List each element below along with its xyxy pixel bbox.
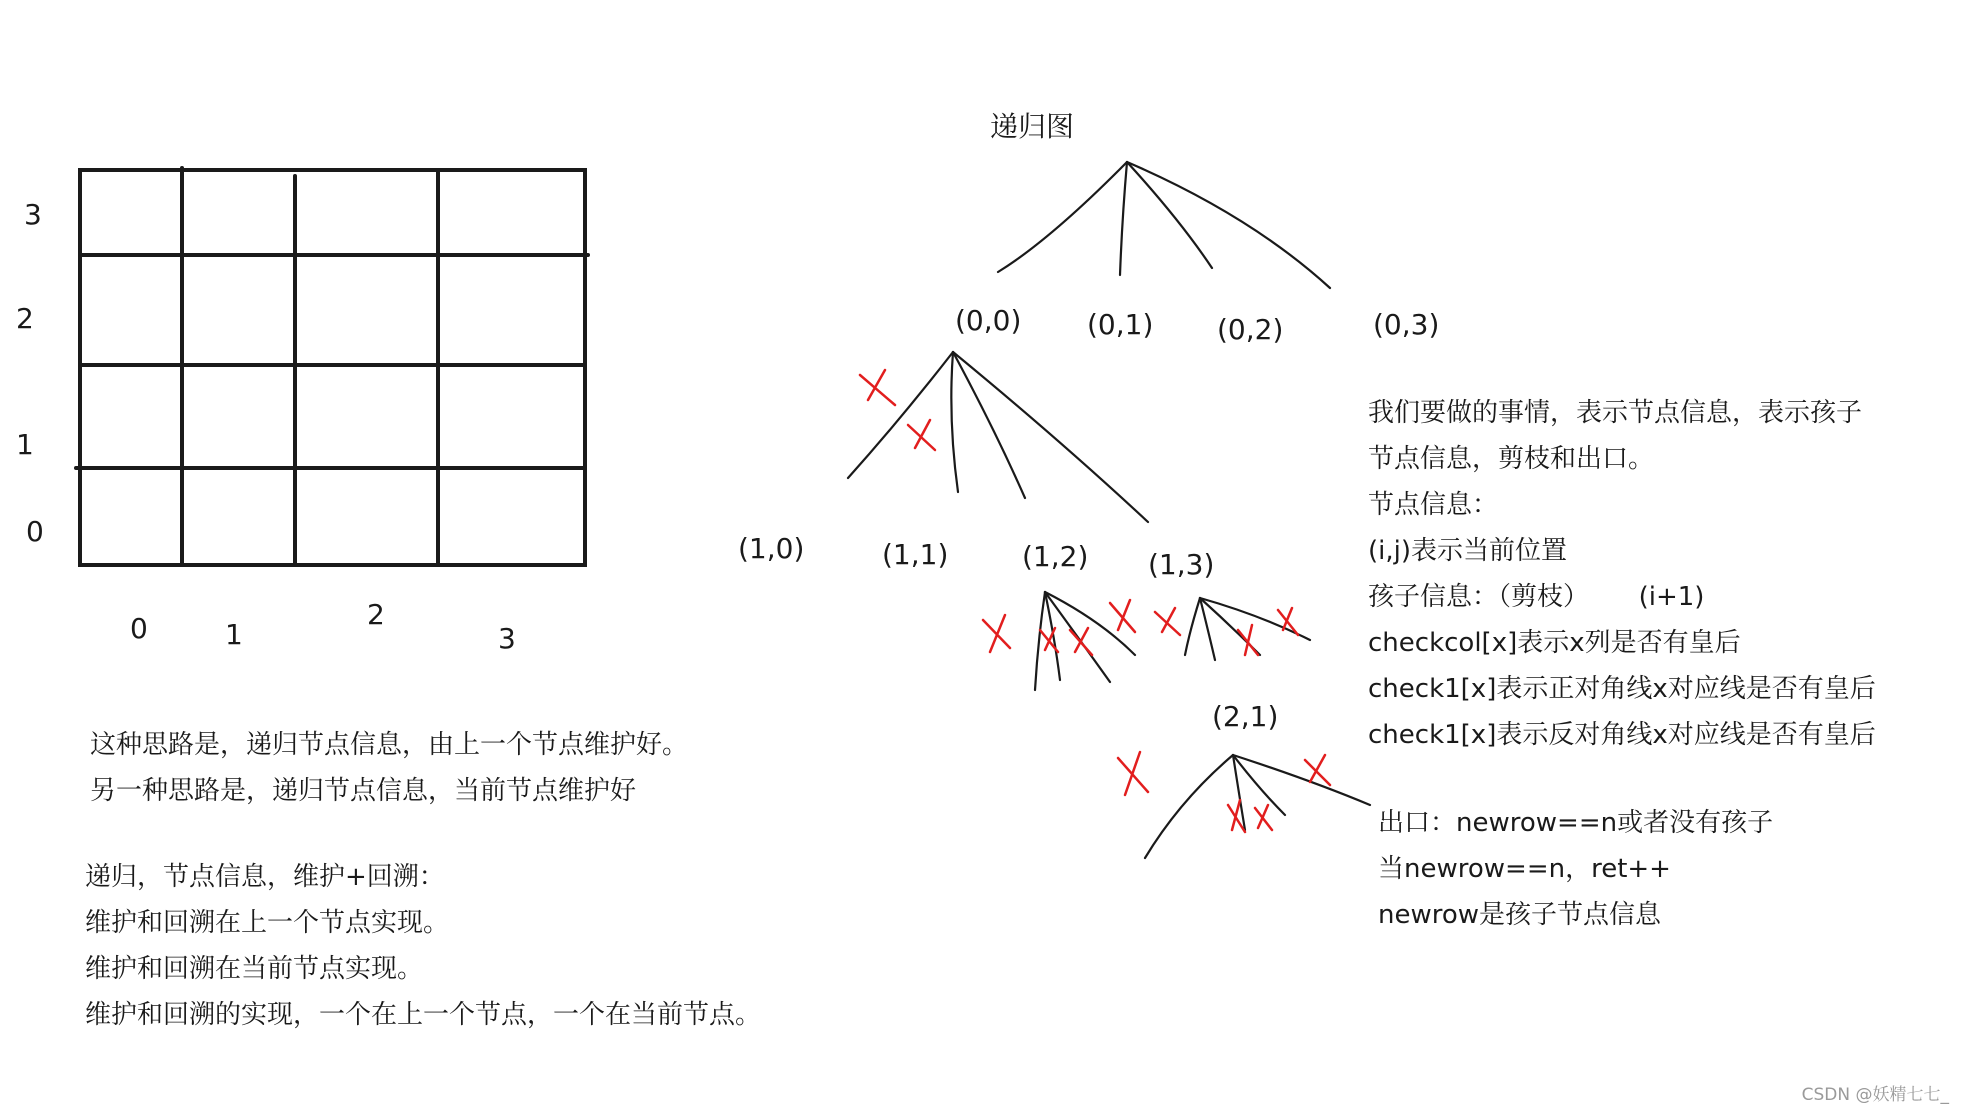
note-line: 节点信息： — [1368, 490, 1499, 520]
tree-node-label: (0,3) — [1373, 308, 1440, 341]
prune-x-icon — [1255, 805, 1272, 830]
note-line: 当newrow==n，ret++ — [1378, 854, 1671, 884]
prune-x-icon — [1155, 608, 1180, 635]
prune-x-icon — [1118, 752, 1148, 795]
col-label: 1 — [225, 618, 243, 651]
diagram-title: 递归图 — [990, 110, 1075, 143]
row-label: 2 — [16, 302, 34, 335]
tree-node-21-branches — [1145, 755, 1370, 858]
col-label: 2 — [367, 598, 385, 631]
note-line: 另一种思路是，递归节点信息，当前节点维护好 — [90, 776, 637, 806]
prune-x-icon — [1238, 625, 1258, 655]
watermark: CSDN @妖精七七_ — [1801, 1085, 1949, 1105]
note-line: checkcol[x]表示x列是否有皇后 — [1368, 628, 1741, 658]
tree-branch — [1120, 162, 1127, 275]
tree-branch — [1127, 162, 1330, 288]
tree-branch — [953, 352, 1148, 522]
tree-node-label: (0,0) — [955, 304, 1022, 337]
tree-branch — [848, 352, 953, 478]
note-line: check1[x]表示正对角线x对应线是否有皇后 — [1368, 674, 1876, 704]
tree-branch — [1145, 755, 1233, 858]
row-label: 1 — [16, 428, 34, 461]
col-label: 3 — [498, 622, 516, 655]
note-line: 维护和回溯的实现，一个在上一个节点，一个在当前节点。 — [85, 1000, 762, 1030]
note-line: 维护和回溯在当前节点实现。 — [85, 954, 424, 984]
note-line: newrow是孩子节点信息 — [1378, 900, 1662, 930]
tree-node-label: (1,1) — [882, 538, 949, 571]
note-line: 这种思路是，递归节点信息，由上一个节点维护好。 — [90, 730, 689, 760]
note-line: 递归，节点信息，维护+回溯： — [85, 862, 445, 892]
prune-x-icon — [983, 615, 1010, 652]
prune-x-icon — [908, 420, 935, 450]
tree-branch — [953, 352, 1025, 498]
tree-branch — [951, 352, 958, 492]
tree-node-00-branches — [848, 352, 1148, 522]
note-line: check1[x]表示反对角线x对应线是否有皇后 — [1368, 720, 1876, 750]
tree-branch — [1200, 598, 1215, 660]
tree-node-label: (0,2) — [1217, 313, 1284, 346]
prune-x-icon — [860, 370, 895, 405]
tree-branch — [1035, 592, 1045, 690]
note-line: 我们要做的事情，表示节点信息，表示孩子 — [1368, 398, 1863, 428]
chessboard-grid — [76, 168, 588, 565]
note-line: (i,j)表示当前位置 — [1368, 536, 1567, 566]
note-line: 出口：newrow==n或者没有孩子 — [1378, 808, 1774, 838]
tree-branch — [1127, 162, 1212, 268]
tree-node-label: (0,1) — [1087, 308, 1154, 341]
note-line: 节点信息，剪枝和出口。 — [1368, 444, 1655, 474]
tree-node-label: (1,2) — [1022, 540, 1089, 573]
tree-branch — [998, 162, 1127, 272]
prune-x-icon — [1070, 628, 1092, 655]
prune-x-icon — [1278, 608, 1298, 635]
tree-node-label: (1,3) — [1148, 548, 1215, 581]
tree-root-branches — [998, 162, 1330, 288]
tree-branch — [1200, 598, 1310, 640]
row-label: 3 — [24, 198, 42, 231]
prune-x-icon — [1040, 628, 1058, 652]
tree-branch — [1185, 598, 1200, 655]
grid-border — [80, 170, 585, 565]
tree-node-label: (1,0) — [738, 532, 805, 565]
col-label: 0 — [130, 612, 148, 645]
row-label: 0 — [26, 515, 44, 548]
prune-x-icon — [1110, 600, 1135, 632]
note-line: 孩子信息：（剪枝） (i+1) — [1368, 582, 1705, 612]
note-line: 维护和回溯在上一个节点实现。 — [85, 908, 450, 938]
tree-node-label: (2,1) — [1212, 700, 1279, 733]
